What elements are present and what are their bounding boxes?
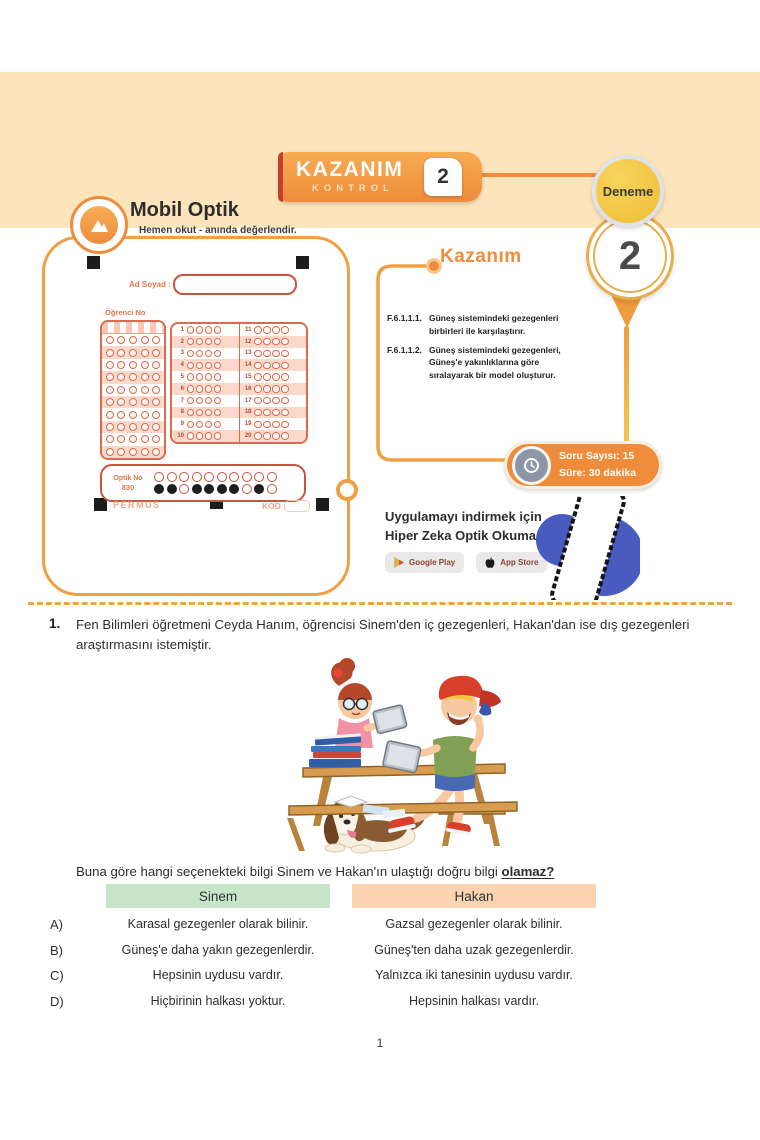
student-no-bubble[interactable] bbox=[152, 336, 160, 344]
answer-bubble[interactable] bbox=[196, 421, 204, 429]
answer-bubble[interactable] bbox=[214, 432, 222, 440]
answer-row bbox=[172, 430, 239, 442]
student-no-bubble[interactable] bbox=[117, 349, 125, 357]
option-letter: C) bbox=[50, 968, 64, 983]
student-no-bubble[interactable] bbox=[141, 336, 149, 344]
student-no-bubble[interactable] bbox=[117, 448, 125, 456]
student-no-bubble[interactable] bbox=[129, 336, 137, 344]
answer-bubble[interactable] bbox=[214, 385, 222, 393]
optik-no-bubble[interactable] bbox=[229, 484, 239, 494]
answer-bubble[interactable] bbox=[254, 421, 262, 429]
student-no-bubble[interactable] bbox=[141, 386, 149, 394]
student-no-bubble[interactable] bbox=[141, 398, 149, 406]
student-no-bubble[interactable] bbox=[152, 361, 160, 369]
question-prompt bbox=[76, 864, 554, 879]
app-promo-line2: Hiper Zeka Optik Okuma bbox=[385, 528, 536, 543]
option-row bbox=[0, 912, 760, 938]
answer-row bbox=[172, 348, 239, 360]
option-row bbox=[0, 938, 760, 964]
answer-bubble[interactable] bbox=[187, 350, 195, 358]
answer-row bbox=[240, 348, 307, 360]
answer-bubble[interactable] bbox=[187, 432, 195, 440]
table-header-hakan: Hakan bbox=[352, 884, 596, 908]
answer-bubble[interactable] bbox=[272, 397, 280, 405]
kazanim-text: Güneş sistemindeki gezegenleri, Güneş'e yakınlıklarına göre sıralayarak bir model oluşturur. bbox=[429, 344, 561, 380]
kazanim-kontrol-banner bbox=[278, 152, 482, 202]
student-no-bubble[interactable] bbox=[106, 361, 114, 369]
prompt-text: Buna göre hangi seçenekteki bilgi Sinem ve Hakan'ın ulaştığı doğru bilgi bbox=[76, 864, 502, 879]
answer-bubble[interactable] bbox=[214, 373, 222, 381]
answer-bubble[interactable] bbox=[196, 432, 204, 440]
student-no-bubble[interactable] bbox=[129, 373, 137, 381]
answer-bubble[interactable] bbox=[254, 326, 262, 334]
answer-row-number: 3 bbox=[180, 350, 184, 357]
student-no-bubble[interactable] bbox=[117, 411, 125, 419]
student-no-row bbox=[102, 371, 164, 383]
kod-box[interactable] bbox=[284, 500, 310, 512]
optik-no-bubble[interactable] bbox=[179, 472, 189, 482]
name-field-label: Ad Soyad : bbox=[129, 280, 171, 289]
answer-row-number: 13 bbox=[244, 350, 252, 357]
prompt-underlined-word: olamaz? bbox=[501, 864, 555, 879]
answer-row-number: 8 bbox=[180, 409, 184, 416]
student-no-bubble[interactable] bbox=[152, 435, 160, 443]
answer-bubble[interactable] bbox=[254, 385, 262, 393]
answer-bubble[interactable] bbox=[254, 362, 262, 370]
student-no-bubble[interactable] bbox=[117, 336, 125, 344]
optik-no-bubble[interactable] bbox=[204, 484, 214, 494]
mobil-optik-logo bbox=[70, 196, 128, 254]
option-text-hakan: Hepsinin halkası vardır. bbox=[409, 993, 539, 1008]
student-no-label: Öğrenci No bbox=[105, 308, 146, 317]
student-no-bubble[interactable] bbox=[152, 448, 160, 456]
optik-no-bubble[interactable] bbox=[204, 472, 214, 482]
answer-bubble[interactable] bbox=[263, 338, 271, 346]
answer-row-number: 10 bbox=[177, 433, 184, 440]
store-badges bbox=[385, 552, 547, 573]
answer-bubble[interactable] bbox=[281, 373, 289, 381]
answer-bubble[interactable] bbox=[281, 362, 289, 370]
answer-bubble[interactable] bbox=[205, 362, 213, 370]
answer-bubble[interactable] bbox=[205, 338, 213, 346]
answer-bubble[interactable] bbox=[281, 409, 289, 417]
answer-row bbox=[172, 395, 239, 407]
banner-connector-line bbox=[482, 173, 598, 177]
app-store-label: App Store bbox=[500, 558, 539, 567]
answer-bubble[interactable] bbox=[214, 350, 222, 358]
student-no-grid-body bbox=[102, 334, 164, 458]
question-text: Fen Bilimleri öğretmeni Ceyda Hanım, öğrencisi Sinem'den iç gezegenleri, Hakan'dan ise dış gezegenleri araştırmasını istemiştir. bbox=[76, 617, 690, 652]
optik-no-labels bbox=[108, 474, 148, 493]
options-rows bbox=[0, 912, 760, 1014]
option-text-hakan: Güneş'ten daha uzak gezegenlerdir. bbox=[374, 942, 574, 957]
answer-bubble[interactable] bbox=[214, 397, 222, 405]
answer-row bbox=[172, 324, 239, 336]
student-no-row bbox=[102, 334, 164, 346]
student-no-bubble[interactable] bbox=[117, 361, 125, 369]
student-no-bubble[interactable] bbox=[129, 361, 137, 369]
optik-no-bubble[interactable] bbox=[229, 472, 239, 482]
optik-no-bubble[interactable] bbox=[192, 472, 202, 482]
student-no-row bbox=[102, 433, 164, 445]
children-studying-illustration bbox=[243, 656, 527, 856]
answer-bubble[interactable] bbox=[214, 421, 222, 429]
option-text-sinem: Güneş'e daha yakın gezegenlerdir. bbox=[121, 942, 315, 957]
answer-bubble[interactable] bbox=[196, 385, 204, 393]
answer-row-number: 2 bbox=[180, 338, 184, 345]
optik-no-box bbox=[100, 464, 306, 502]
answer-bubble[interactable] bbox=[205, 421, 213, 429]
answer-bubble[interactable] bbox=[272, 409, 280, 417]
clock-icon bbox=[512, 446, 551, 485]
answer-bubble[interactable] bbox=[214, 338, 222, 346]
student-no-bubble[interactable] bbox=[129, 448, 137, 456]
answer-row bbox=[240, 371, 307, 383]
deneme-circle: Deneme bbox=[592, 155, 664, 227]
question-info-badge bbox=[504, 441, 662, 489]
answer-bubble[interactable] bbox=[263, 409, 271, 417]
answer-grid-right bbox=[240, 324, 307, 442]
optik-no-bubble[interactable] bbox=[242, 472, 252, 482]
option-letter: D) bbox=[50, 993, 64, 1009]
answer-row-number: 15 bbox=[244, 374, 252, 381]
answer-bubble[interactable] bbox=[196, 350, 204, 358]
student-no-bubble[interactable] bbox=[141, 411, 149, 419]
answer-bubble[interactable] bbox=[254, 373, 262, 381]
student-no-bubble[interactable] bbox=[141, 373, 149, 381]
student-no-row bbox=[102, 384, 164, 396]
student-no-row bbox=[102, 359, 164, 371]
student-no-row bbox=[102, 396, 164, 408]
optik-no-bubble[interactable] bbox=[167, 472, 177, 482]
student-no-bubble[interactable] bbox=[141, 349, 149, 357]
answer-row bbox=[172, 336, 239, 348]
answer-bubble[interactable] bbox=[263, 350, 271, 358]
optik-no-bubbles bbox=[154, 472, 277, 494]
answer-row-number: 19 bbox=[244, 421, 252, 428]
optik-no-bubble[interactable] bbox=[267, 472, 277, 482]
mountain-icon bbox=[80, 206, 118, 244]
answer-row bbox=[172, 371, 239, 383]
student-no-bubble[interactable] bbox=[106, 336, 114, 344]
answer-bubble[interactable] bbox=[281, 338, 289, 346]
answer-row bbox=[240, 336, 307, 348]
student-no-grid bbox=[100, 320, 166, 460]
answer-bubble[interactable] bbox=[187, 421, 195, 429]
answer-bubble[interactable] bbox=[263, 432, 271, 440]
banner-number-badge: 2 bbox=[424, 158, 462, 196]
google-play-icon bbox=[394, 557, 404, 568]
frame-connector-node bbox=[336, 479, 358, 501]
answer-bubble[interactable] bbox=[263, 373, 271, 381]
answer-bubble[interactable] bbox=[272, 350, 280, 358]
option-text-sinem: Hepsinin uydusu vardır. bbox=[152, 968, 284, 982]
answer-bubble[interactable] bbox=[272, 362, 280, 370]
answer-bubble[interactable] bbox=[272, 326, 280, 334]
student-no-bubble[interactable] bbox=[152, 423, 160, 431]
student-no-bubble[interactable] bbox=[129, 349, 137, 357]
answer-bubble[interactable] bbox=[196, 362, 204, 370]
optik-no-bubble[interactable] bbox=[242, 484, 252, 494]
answer-row bbox=[240, 359, 307, 371]
info-text bbox=[559, 448, 636, 482]
student-no-bubble[interactable] bbox=[106, 435, 114, 443]
duration: Süre: 30 dakika bbox=[559, 467, 637, 479]
answer-row-number: 17 bbox=[244, 397, 252, 404]
optik-no-row-bottom bbox=[154, 484, 277, 494]
answer-bubble[interactable] bbox=[214, 409, 222, 417]
answer-bubble[interactable] bbox=[254, 432, 262, 440]
answer-bubble[interactable] bbox=[254, 338, 262, 346]
optik-no-bubble[interactable] bbox=[167, 484, 177, 494]
answer-row bbox=[172, 359, 239, 371]
student-no-bubble[interactable] bbox=[152, 398, 160, 406]
answer-row bbox=[240, 383, 307, 395]
answer-bubble[interactable] bbox=[263, 326, 271, 334]
answer-bubble[interactable] bbox=[187, 373, 195, 381]
answer-bubble[interactable] bbox=[196, 326, 204, 334]
answer-bubble[interactable] bbox=[272, 432, 280, 440]
optik-no-bubble[interactable] bbox=[254, 472, 264, 482]
answer-row-number: 9 bbox=[180, 421, 184, 428]
student-no-bubble[interactable] bbox=[117, 373, 125, 381]
optik-no-bubble[interactable] bbox=[154, 472, 164, 482]
student-no-bubble[interactable] bbox=[106, 423, 114, 431]
answer-bubble[interactable] bbox=[281, 432, 289, 440]
answer-row-number: 18 bbox=[244, 409, 252, 416]
answer-bubble[interactable] bbox=[254, 350, 262, 358]
kazanim-code: F.6.1.1.2. bbox=[387, 344, 422, 355]
option-text-hakan: Gazsal gezegenler olarak bilinir. bbox=[385, 917, 563, 931]
answer-row-number: 12 bbox=[244, 338, 252, 345]
answer-bubble[interactable] bbox=[254, 397, 262, 405]
alignment-marker bbox=[296, 256, 309, 269]
answer-bubble[interactable] bbox=[205, 350, 213, 358]
student-no-row bbox=[102, 421, 164, 433]
answer-row bbox=[240, 418, 307, 430]
answer-bubble-grid bbox=[170, 322, 308, 444]
answer-bubble[interactable] bbox=[281, 397, 289, 405]
student-no-row bbox=[102, 346, 164, 358]
table-header-sinem: Sinem bbox=[106, 884, 330, 908]
answer-row bbox=[172, 407, 239, 419]
student-no-bubble[interactable] bbox=[117, 435, 125, 443]
optik-no-bubble[interactable] bbox=[254, 484, 264, 494]
form-code: PERMUS bbox=[113, 500, 161, 510]
optik-no-bubble[interactable] bbox=[192, 484, 202, 494]
kazanim-title: Kazanım bbox=[440, 246, 522, 267]
student-no-bubble[interactable] bbox=[152, 386, 160, 394]
alignment-marker bbox=[87, 256, 100, 269]
alignment-marker bbox=[316, 498, 329, 511]
student-no-bubble[interactable] bbox=[129, 398, 137, 406]
answer-bubble[interactable] bbox=[272, 338, 280, 346]
answer-bubble[interactable] bbox=[205, 326, 213, 334]
student-no-bubble[interactable] bbox=[152, 411, 160, 419]
answer-row-number: 6 bbox=[180, 385, 184, 392]
name-input-field[interactable] bbox=[173, 274, 297, 295]
student-no-bubble[interactable] bbox=[106, 411, 114, 419]
answer-bubble[interactable] bbox=[272, 421, 280, 429]
answer-bubble[interactable] bbox=[263, 362, 271, 370]
answer-row-number: 16 bbox=[244, 385, 252, 392]
apple-icon bbox=[485, 557, 495, 569]
student-no-bubble[interactable] bbox=[106, 349, 114, 357]
option-text-hakan: Yalnızca iki tanesinin uydusu vardır. bbox=[375, 968, 573, 982]
option-text-sinem: Hiçbirinin halkası yoktur. bbox=[150, 993, 286, 1008]
google-play-badge[interactable] bbox=[385, 552, 464, 573]
student-no-bubble[interactable] bbox=[129, 386, 137, 394]
student-no-bubble[interactable] bbox=[106, 448, 114, 456]
optik-no-bubble[interactable] bbox=[154, 484, 164, 494]
option-row bbox=[0, 963, 760, 989]
kazanim-code: F.6.1.1.1. bbox=[387, 313, 422, 323]
answer-bubble[interactable] bbox=[263, 385, 271, 393]
page-number: 1 bbox=[376, 1036, 384, 1050]
optik-no-bubble[interactable] bbox=[267, 484, 277, 494]
optik-no-bubble[interactable] bbox=[217, 472, 227, 482]
option-row bbox=[0, 989, 760, 1015]
kazanim-item bbox=[387, 312, 572, 338]
student-no-bubble[interactable] bbox=[106, 386, 114, 394]
answer-bubble[interactable] bbox=[187, 397, 195, 405]
student-no-row bbox=[102, 446, 164, 458]
answer-bubble[interactable] bbox=[196, 397, 204, 405]
dashed-separator bbox=[28, 602, 732, 605]
banner-title: KAZANIM bbox=[296, 158, 404, 181]
deneme-number-circle: 2 bbox=[586, 212, 674, 300]
answer-bubble[interactable] bbox=[205, 397, 213, 405]
answer-row bbox=[240, 324, 307, 336]
answer-row-number: 7 bbox=[180, 397, 184, 404]
answer-bubble[interactable] bbox=[263, 421, 271, 429]
answer-row-number: 11 bbox=[245, 326, 252, 333]
answer-bubble[interactable] bbox=[205, 432, 213, 440]
option-text-sinem: Karasal gezegenler olarak bilinir. bbox=[127, 917, 309, 931]
student-no-bubble[interactable] bbox=[152, 373, 160, 381]
answer-bubble[interactable] bbox=[263, 397, 271, 405]
answer-bubble[interactable] bbox=[281, 350, 289, 358]
app-promo-line1: Uygulamayı indirmek için bbox=[385, 509, 542, 524]
answer-grid-left bbox=[172, 324, 240, 442]
mobil-optik-title: Mobil Optik bbox=[130, 199, 239, 221]
kazanim-text: Güneş sistemindeki gezegenleri birbirleri ile karşılaştırır. bbox=[429, 313, 559, 336]
mobil-optik-subtitle: Hemen okut - anında değerlendir. bbox=[139, 225, 297, 236]
kod-label: KOD bbox=[262, 501, 281, 511]
answer-row bbox=[240, 407, 307, 419]
optik-no-row-top bbox=[154, 472, 277, 482]
student-no-bubble[interactable] bbox=[129, 411, 137, 419]
answer-bubble[interactable] bbox=[254, 409, 262, 417]
student-no-bubble[interactable] bbox=[106, 398, 114, 406]
answer-row bbox=[172, 418, 239, 430]
answer-row bbox=[172, 383, 239, 395]
google-play-label: Google Play bbox=[409, 558, 456, 567]
answer-row bbox=[240, 430, 307, 442]
student-no-bubble[interactable] bbox=[141, 435, 149, 443]
answer-bubble[interactable] bbox=[196, 338, 204, 346]
student-no-bubble[interactable] bbox=[117, 398, 125, 406]
student-no-row bbox=[102, 408, 164, 420]
student-no-bubble[interactable] bbox=[141, 361, 149, 369]
student-no-bubble[interactable] bbox=[117, 386, 125, 394]
student-no-bubble[interactable] bbox=[106, 373, 114, 381]
kazanim-item bbox=[387, 344, 572, 382]
answer-row-number: 20 bbox=[244, 433, 252, 440]
kazanim-list bbox=[387, 312, 572, 382]
optik-no-label: Optik No bbox=[113, 474, 143, 482]
answer-bubble[interactable] bbox=[272, 373, 280, 381]
answer-bubble[interactable] bbox=[187, 362, 195, 370]
student-no-bubble[interactable] bbox=[117, 423, 125, 431]
optik-no-value: 830 bbox=[121, 482, 135, 492]
answer-bubble[interactable] bbox=[214, 326, 222, 334]
answer-row bbox=[240, 395, 307, 407]
answer-bubble[interactable] bbox=[187, 338, 195, 346]
answer-row-number: 4 bbox=[180, 362, 184, 369]
phone-illustration bbox=[536, 496, 640, 600]
answer-bubble[interactable] bbox=[196, 409, 204, 417]
answer-bubble[interactable] bbox=[281, 326, 289, 334]
answer-bubble[interactable] bbox=[205, 373, 213, 381]
answer-bubble[interactable] bbox=[187, 326, 195, 334]
student-no-grid-header bbox=[102, 322, 164, 334]
answer-row-number: 1 bbox=[180, 326, 184, 333]
optik-no-bubble[interactable] bbox=[217, 484, 227, 494]
answer-bubble[interactable] bbox=[205, 409, 213, 417]
answer-bubble[interactable] bbox=[187, 409, 195, 417]
student-no-bubble[interactable] bbox=[129, 435, 137, 443]
answer-bubble[interactable] bbox=[214, 362, 222, 370]
answer-bubble[interactable] bbox=[272, 385, 280, 393]
student-no-bubble[interactable] bbox=[141, 423, 149, 431]
student-no-bubble[interactable] bbox=[152, 349, 160, 357]
question-count: Soru Sayısı: 15 bbox=[559, 450, 635, 463]
banner-subtitle: KONTROL bbox=[312, 183, 394, 194]
option-letter: B) bbox=[50, 942, 63, 958]
answer-row-number: 5 bbox=[180, 374, 184, 381]
kod-field bbox=[262, 500, 310, 512]
answer-bubble[interactable] bbox=[205, 385, 213, 393]
answer-bubble[interactable] bbox=[281, 385, 289, 393]
answer-bubble[interactable] bbox=[187, 385, 195, 393]
student-no-bubble[interactable] bbox=[129, 423, 137, 431]
answer-bubble[interactable] bbox=[281, 421, 289, 429]
optik-no-bubble[interactable] bbox=[179, 484, 189, 494]
option-letter: A) bbox=[50, 917, 63, 932]
answer-bubble[interactable] bbox=[196, 373, 204, 381]
question-number: 1. bbox=[49, 616, 61, 631]
student-no-bubble[interactable] bbox=[141, 448, 149, 456]
answer-row-number: 14 bbox=[244, 362, 252, 369]
